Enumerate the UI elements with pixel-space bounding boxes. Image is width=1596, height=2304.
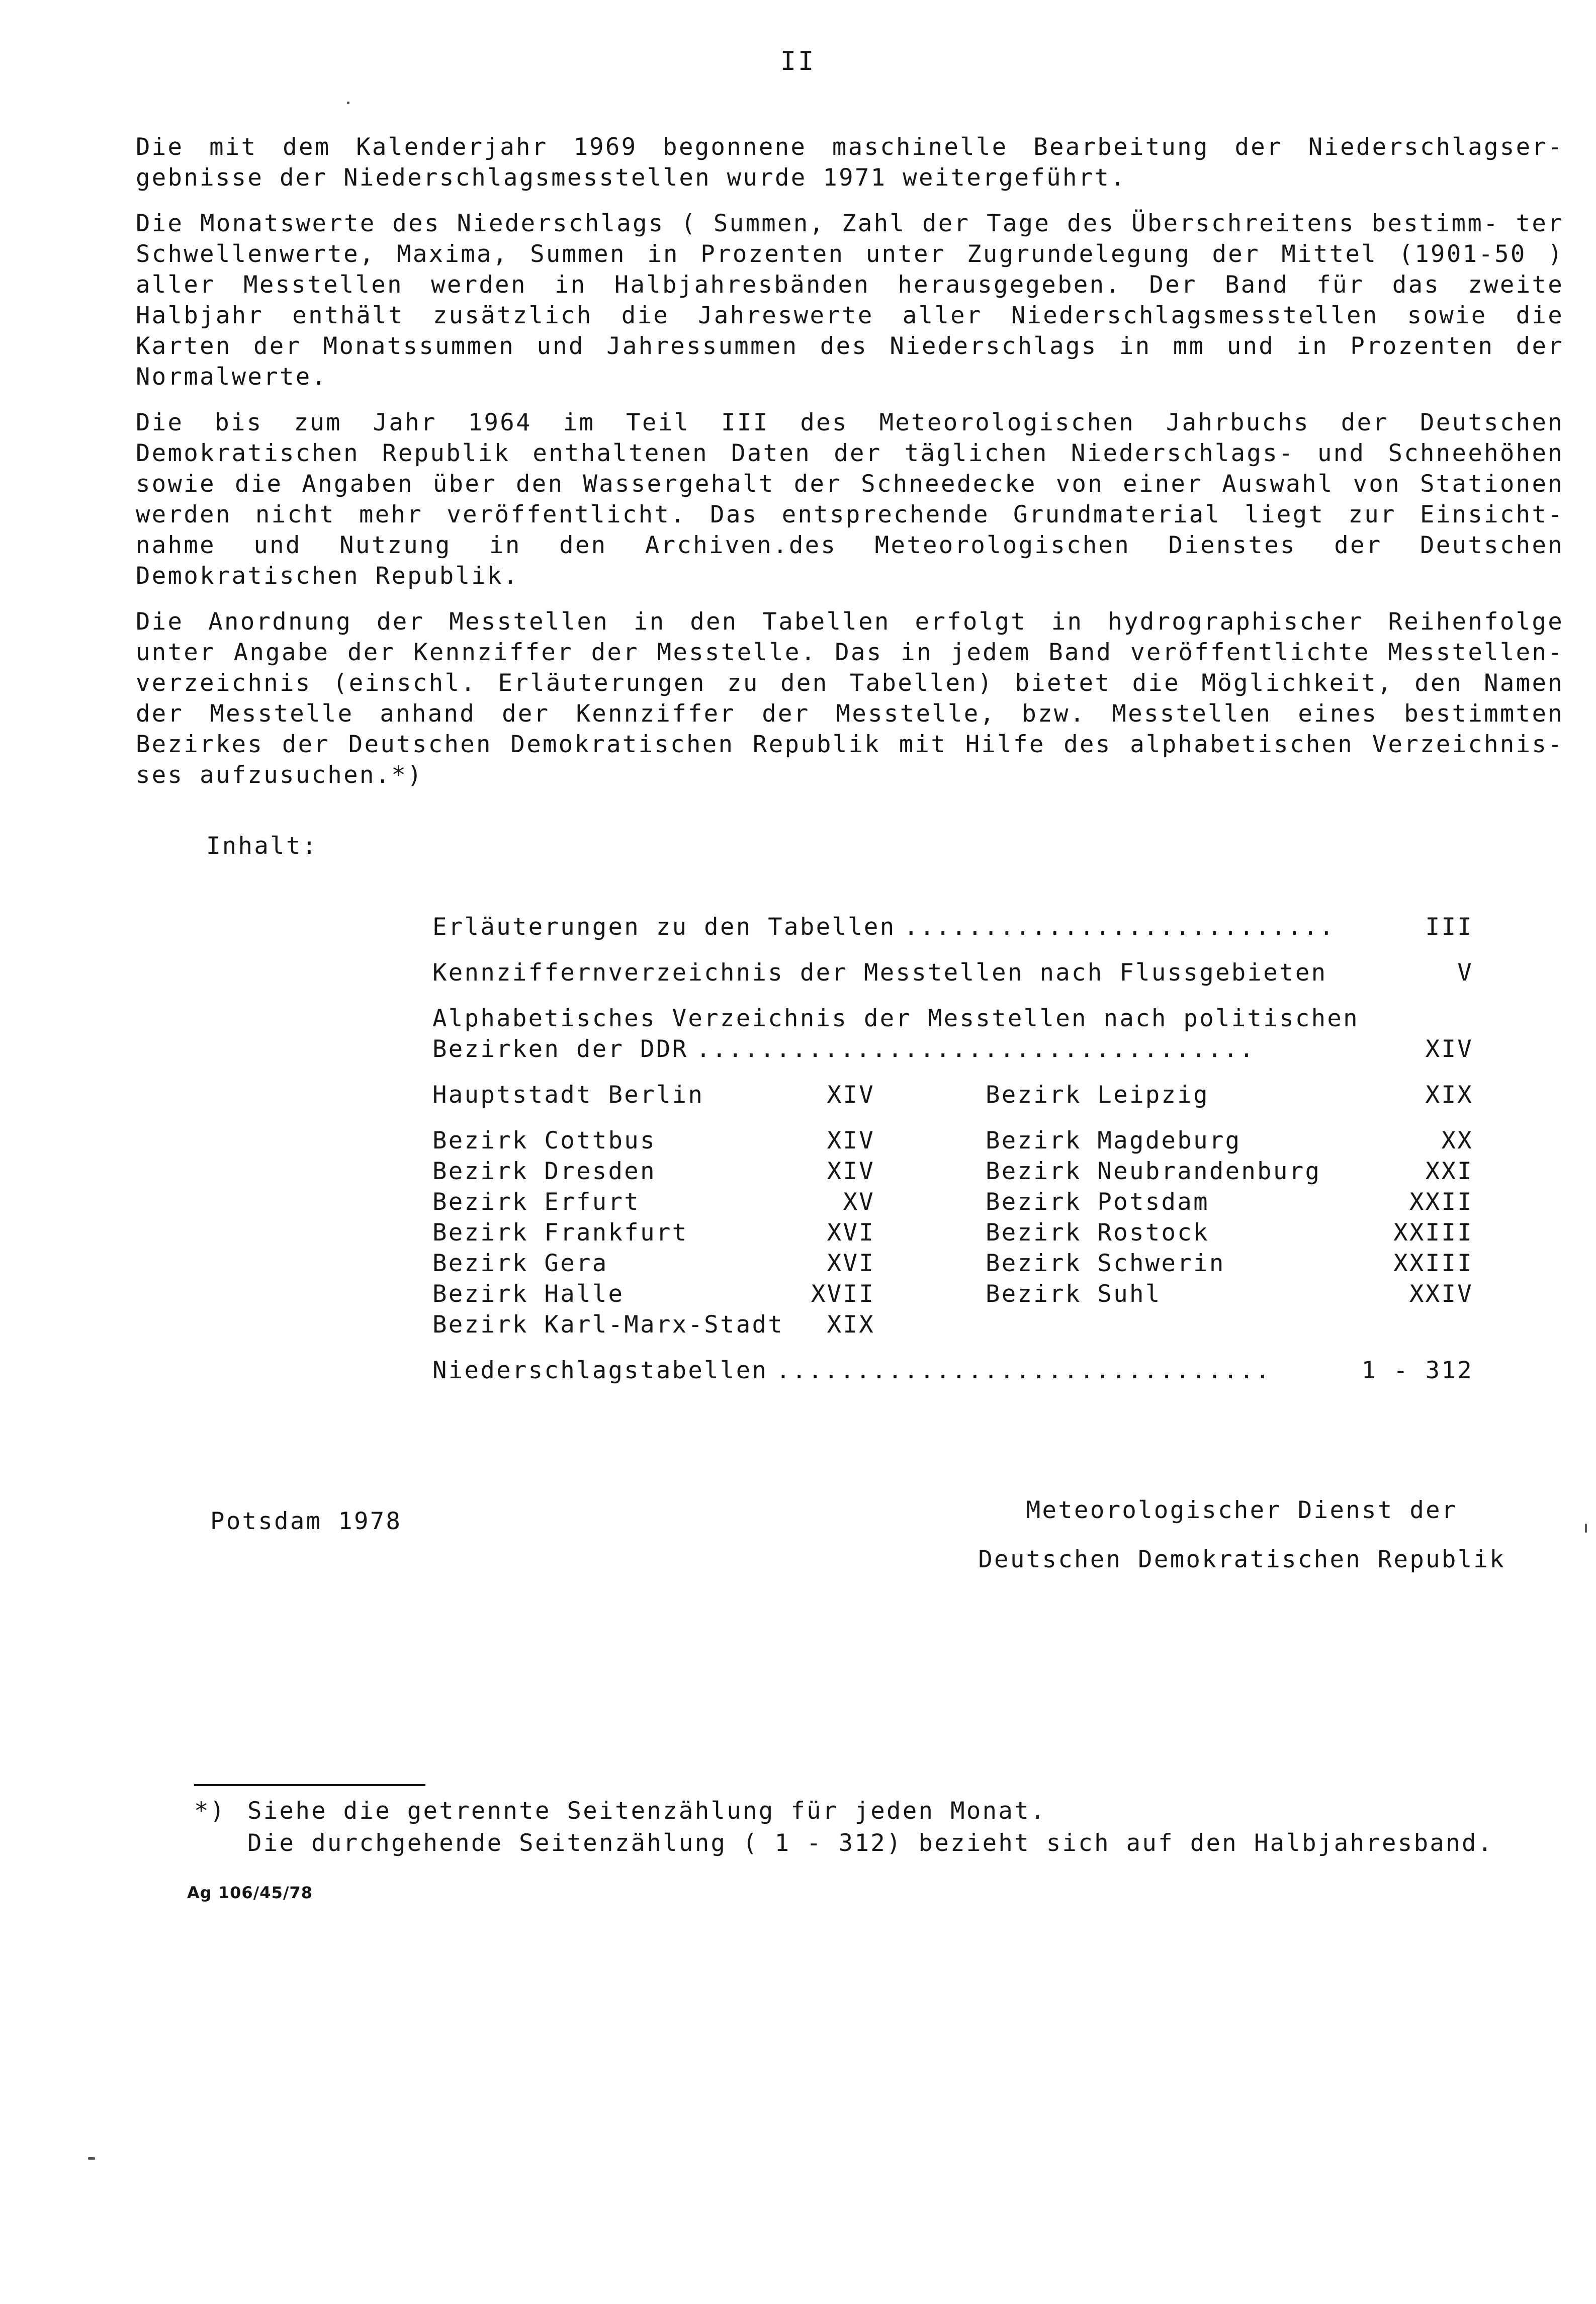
bezirk-entry: Bezirk Halle XVII <box>432 1280 875 1308</box>
contents-heading: Inhalt: <box>206 832 318 860</box>
toc-label: Niederschlagstabellen <box>432 1357 768 1384</box>
paragraph-monthly-values: Die Monatswerte des Niederschlags ( Summen, Zahl der Tage des Überschreitens bestimm- ter Schwellenwerte, Maxima, Summen in Prozenten unter Zugrundelegung der Mittel (1901-50 ) aller Messtellen werden in Halbjahresbänden herausgegeben. Der Band für das zweite Halbjahr enthält zusätzlich die Jahreswerte aller Niederschlagsmesstellen sowie die Karten der Monatssummen und Jahressummen des Niederschlags in mm und in Prozenten der Normalwerte. <box>136 210 1564 391</box>
toc-entry-erlaeuterungen <box>432 912 1473 942</box>
footnote-line: Die durchgehende Seitenzählung ( 1 - 312) bezieht sich auf den Halbjahresband. <box>247 1829 1494 1857</box>
bezirk-entry: Bezirk Suhl XXIV <box>986 1280 1473 1308</box>
toc-label: Kennziffernverzeichnis der Messtellen nach Flussgebieten <box>432 959 1327 987</box>
toc-page: XIV <box>1425 1035 1473 1063</box>
footnote-divider <box>194 1784 425 1786</box>
bezirk-entry: Bezirk Dresden XIV <box>432 1158 875 1185</box>
bezirk-entry: Bezirk Karl-Marx-Stadt XIX <box>432 1311 875 1339</box>
bezirk-entry: Bezirk Potsdam XXII <box>986 1188 1473 1216</box>
toc-entry-alphabetisch <box>432 1003 1473 1065</box>
page-number: II <box>780 46 816 76</box>
toc-leader: ................................... <box>696 1035 1256 1063</box>
scan-speck <box>88 2157 95 2160</box>
toc-entry-niederschlagstabellen <box>432 1355 1473 1386</box>
toc-leader: ............................... <box>776 1357 1272 1384</box>
issuer-line: Meteorologischer Dienst der <box>1026 1496 1458 1524</box>
bezirk-entry: Bezirk Leipzig XIX <box>986 1081 1473 1109</box>
bezirk-entry: Bezirk Gera XVI <box>432 1250 875 1277</box>
bezirk-entry: Bezirk Magdeburg XX <box>986 1127 1473 1155</box>
bezirk-entry: Hauptstadt Berlin XIV <box>432 1081 875 1109</box>
bezirk-column-left <box>432 1080 875 1340</box>
toc-page: 1 - 312 <box>1361 1357 1473 1384</box>
issuer <box>978 1486 1505 1584</box>
toc-entry-kennziffern <box>432 957 1473 988</box>
scan-speck <box>347 102 349 104</box>
bezirk-entry: Bezirk Frankfurt XVI <box>432 1219 875 1247</box>
issuer-line: Deutschen Demokratischen Republik <box>978 1546 1505 1573</box>
intro-text <box>136 132 1564 806</box>
toc-label: Erläuterungen zu den Tabellen <box>432 913 896 941</box>
print-code: Ag 106/45/78 <box>187 1883 313 1902</box>
bezirk-entry: Bezirk Erfurt XV <box>432 1188 875 1216</box>
toc-label: Alphabetisches Verzeichnis der Messtellen nach politischen <box>432 1005 1359 1032</box>
toc-leader: ........................... <box>904 913 1336 941</box>
footnote-mark: *) <box>194 1797 226 1825</box>
bezirk-column-right <box>986 1080 1473 1340</box>
toc-page: III <box>1425 913 1473 941</box>
bezirk-entry: Bezirk Cottbus XIV <box>432 1127 875 1155</box>
toc-page: V <box>1457 959 1473 987</box>
scan-speck <box>1585 1524 1587 1533</box>
place-date: Potsdam 1978 <box>210 1508 402 1535</box>
toc-label-continued: Bezirken der DDR <box>432 1035 688 1063</box>
paragraph-station-order: Die Anordnung der Messtellen in den Tabellen erfolgt in hydrographischer Reihenfolge unter Angabe der Kennziffer der Messtelle. Das in jedem Band veröffentlichte Messtellen- verzeichnis (einschl. Erläuterungen zu den Tabellen) bietet die Möglichkeit, den Namen der Messtelle anhand der Kennziffer der Messtelle, bzw. Messtellen eines bestimmten Bezirkes der Deutschen Demokratischen Republik mit Hilfe des alphabetischen Verzeichnis- ses aufzusuchen.*) <box>136 608 1564 789</box>
footnote-line: Siehe die getrennte Seitenzählung für jeden Monat. <box>247 1797 1046 1825</box>
bezirk-entry: Bezirk Rostock XXIII <box>986 1219 1473 1247</box>
bezirk-index <box>432 1080 1473 1340</box>
bezirk-entry: Bezirk Neubrandenburg XXI <box>986 1158 1473 1185</box>
table-of-contents <box>432 912 1473 1386</box>
bezirk-entry: Bezirk Schwerin XXIII <box>986 1250 1473 1277</box>
paragraph-daily-data: Die bis zum Jahr 1964 im Teil III des Meteorologischen Jahrbuchs der Deutschen Demokratischen Republik enthaltenen Daten der täglichen Niederschlags- und Schneehöhen sowie die Angaben über den Wassergehalt der Schneedecke von einer Auswahl von Stationen werden nicht mehr veröffentlicht. Das entsprechende Grundmaterial liegt zur Einsicht- nahme und Nutzung in den Archiven.des Meteorologischen Dienstes der Deutschen Demokratischen Republik. <box>136 409 1564 590</box>
footnote <box>194 1795 1493 1859</box>
paragraph-processing: Die mit dem Kalenderjahr 1969 begonnene maschinelle Bearbeitung der Niederschlagser- gebnisse der Niederschlagsmesstellen wurde 1971 weitergeführt. <box>136 133 1564 192</box>
